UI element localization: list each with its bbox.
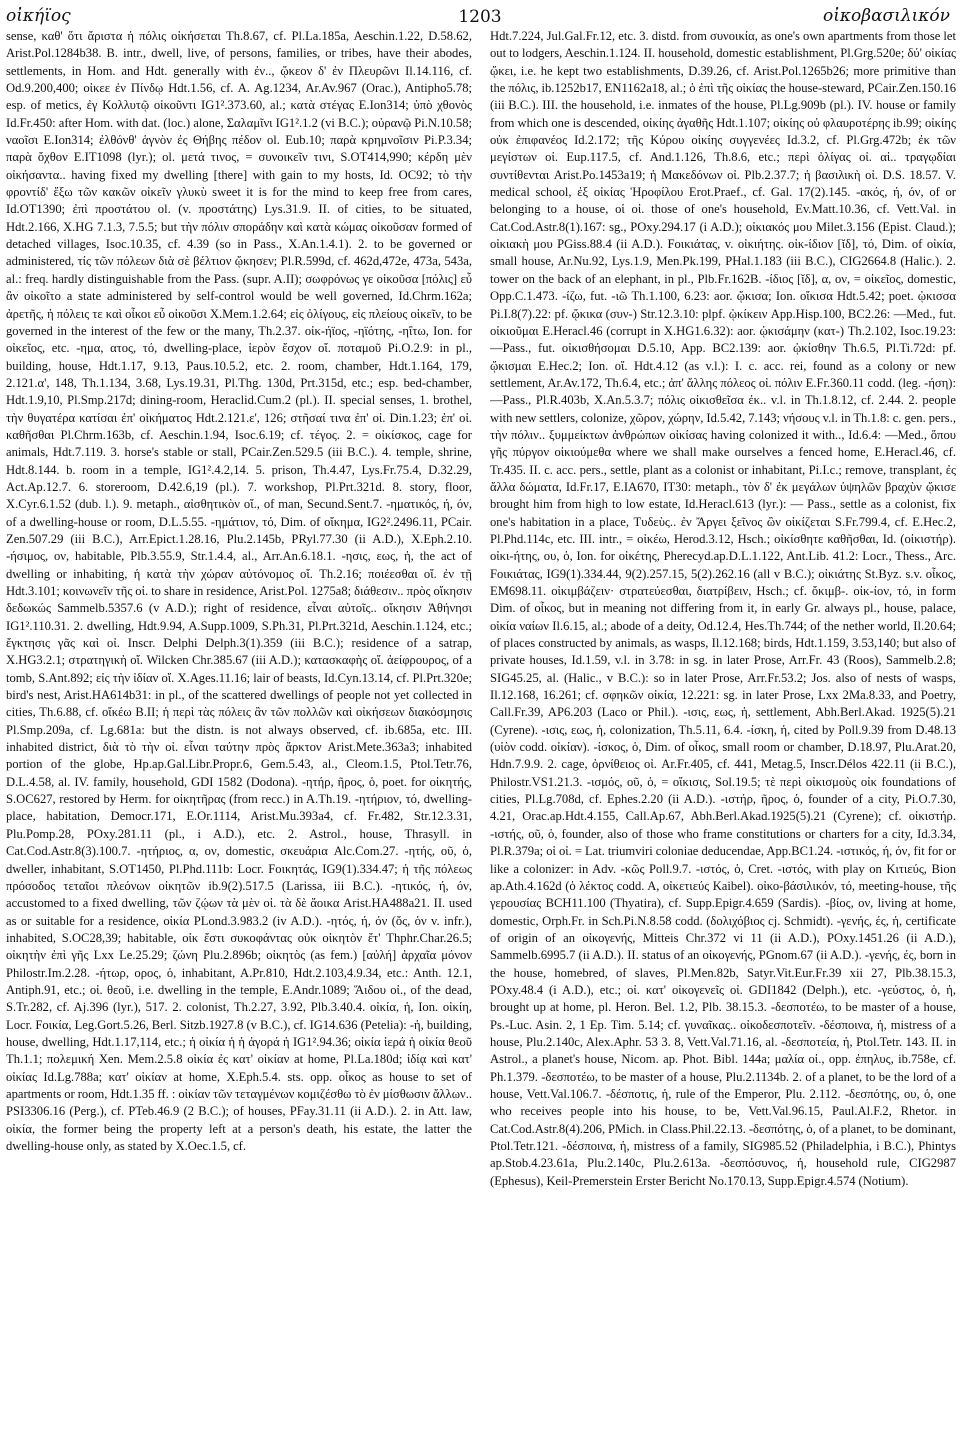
page-number: 1203	[458, 7, 502, 27]
left-column	[6, 28, 472, 1452]
left-running-head: οἰκήϊος	[6, 6, 71, 26]
text-columns	[6, 28, 954, 1452]
right-running-head: οἰκοβασιλικόν	[822, 6, 950, 26]
right-column	[490, 28, 956, 1452]
right-column-text: Hdt.7.224, Jul.Gal.Fr.12, etc. 3. distd. from συνοικία, as one's own apartments from those let out to lodgers, Aeschin.1.124. II. household, domestic establishment, Pl.Grg.520e; δύ' οἰκίας ᾤκει, i.e. he kept two establishments, D.39.26, cf. Arist.Pol.1265b26; more primitive than the πόλις, ib.1252b17, EN1162a18, al.; ὁ ἐπὶ τῆς οἰκίας the house-steward, PCair.Zen.150.16 (iii B.C.). III. the household, i.e. inmates of the house, Pl.Lg.909b (pl.). IV. house or family from which one is descended, οἰκίης ἀγαθῆς Hdt.1.107; οἰκίης οὐ φλαυροτέρης ib.99; οἰκίης οὐκ ἐπιφανέος Id.2.172; τῆς Κύρου οἰκίης συγγενέες Id.3.2, cf. Pl.Grg.472b; ἐκ τῶν μεγίστων οἰ. Eup.117.5, cf. And.1.126, Th.8.6, etc.; περὶ ὀλίγας οἰ. αἱ.. τραγῳδίαι συντίθενται Arist.Po.1453a19; ἡ Μακεδόνων οἰ. Plb.2.37.7; ἡ βασιλικὴ οἰ. D.S. 18.57. V. medical school, ἐξ οἰκίας Ἡροφίλου Erot.Praef., cf. Gal. 17(2).145. -ακός, ή, όν, of or belonging to a house, οἱ οἰ. those of one's household, Ev.Matt.10.36, cf. Vett.Val. in Cat.Cod.Astr.8(1).167: sg., POxy.294.17 (i A.D.); οἰκιακός μου Milet.3.156 (Epist. Claud.); οἰκιακὴ μου PGiss.88.4 (ii A.D.). Foικιάτας, v. οἰκιήτης. οἰκ-ίδιον [ῐδ], τό, Dim. of οἰκία, small house, Ar.Nu.92, Lys.1.9, Men.Pk.199, PHal.1.183 (iii B.C.), CIG2664.8 (Halic.). 2. tower on the back of an elephant, in pl., Plb.Fr.162B. -ίδιος [ῐδ], α, ον, = οἰκεῖος, domestic, Opp.C.1.473. -ίζω, fut. -ιῶ Th.1.100, 6.23: aor. ᾤκισα; Ion. οἴκισα Hdt.5.42; poet. ᾠκισσα Pi.I.8(7).22: pf. ᾤκικα (συν-) Str.12.3.10: plpf. ᾠκίκειν App.Hisp.100, BC2.26: —Med., fut. οἰκιοῦμαι E.Heracl.46 (corrupt in X.HG1.6.32): aor. ᾠκισάμην (κατ-) Th.2.102, Isoc.19.23: —Pass., fut. οἰκισθήσομαι D.5.10, App. BC2.139: aor. ᾠκίσθην Th.6.5, Pl.Ti.72d: pf. ᾤκισμαι E.Hec.2; Ion. οἴ. Hdt.4.12 (as v.l.): I. c. acc. rei, found as a colony or new settlement, Ar.Av.172, Th.6.4, etc.; ἀπ' ἄλλης πόλεος οἰ. πόλιν E.Fr.360.11 codd. (leg. -ήση): —Pass., Pl.R.403b, X.An.5.3.7; πόλις οἰκισθεῖσα ἐκ.. v.l. in Th.1.8.12, cf. 2.44. 2. people with new settlers, colonize, χῶρον, χώρην, Id.5.42, 7.143; νήσους v.l. in Th.1.8: c. gen. pers., τὴν πόλιν.. ξυμμείκτων ἀνθρώπων οἰκίσας having colonized it with.., Id.6.4: —Med., ὅπου γῆς πύργον οἰκιούμεθα where we shall make ourselves a fenced home, E.Heracl.46, cf. Tr.435. II. c. acc. pers., settle, plant as a colonist or inhabitant, Pi.I.c.; remove, transplant, ἐς ἄλλα δώματα, Id.Fr.17, E.IA670, IT30: metaph., τὸν δ' ἐκ μεγάλων ὑψηλῶν βραχὺν ᾤκισε brought him from high to low estate, Id.Heracl.613 (lyr.): — Pass., settle as a colonist, fix one's habitation in a place, Τυδεὺς.. ἐν Ἄργει ξεῖνος ὢν οἰκίζεται S.Fr.799.4, cf. E.Hec.2, Pl.Phd.114c, etc. III. intr., = οἰκέω, Herod.3.12, Hsch.; οἰκίσθητε καθῆσθαι, Id. (οἰκιστήρ). οἰκι-ήτης, ου, ὁ, Ion. for οἰκέτης, Pherecyd.ap.D.L.1.122, Ant.Lib. 41.2: Locr., Thess., Arc. Foικιάτας, IG9(1).334.44, 9(2).257.15, 5(2).262.16 (all v B.C.); οἰκιάτης St.Byz. s.v. οἶκος, EM698.11. οἰκιμβάζειν· στρατεύεσθαι, διατρίβειν, Hsch.; cf. ὄκιμβ-. οἰκ-ίον, τό, in form Dim. of οἶκος, but in meaning not differing from it, in early Gr. always pl., house, palace, οἰκία ναίων Il.6.15, al.; abode of a deity, Od.12.4, Hes.Th.744; of the nether world, Il.20.64; of places constructed by animals, as wasps, Il.12.168; birds, Hdt.1.159, 3.53,140; but also of private houses, Id.1.59, v.l. in 3.78: in sg. in later Prose, Arr.Fr. 43 (Roos), Sammelb.2.8; SIG45.25, al. (Halic., v B.C.): so in later Prose, Arr.Fr.53.2; Jos. also of nests of wasps, Il.12.168, 16.261; cf. σφηκῶν οἰκία, 12.221: sg. in later Prose, Lxx 2Ma.8.33, and Poetry, Call.Fr.39, AP6.203 (Laco or Phil.). -ισις, εως, ἡ, settlement, Abh.Berl.Akad. 1925(5).21 (Cyrene). -ισις, εως, ἡ, colonization, Th.5.11, 6.4. -ίσκη, ἡ, cited by Poll.9.39 from D.48.13 (υἱὸν codd. οἰκίαν). -ίσκος, ὁ, Dim. of οἶκος, small room or chamber, D.18.97, Plu.Arat.20, Hdn.7.9.9. 2. cage, ὀρνίθειος οἰ. Ar.Fr.405, cf. 441, Metag.5, Inscr.Délos 422.11 (ii B.C.), Philostr.VS1.21.3. -ισμός, οῦ, ὁ, = οἴκισις, Sol.19.5; τὲ περὶ οἰκισμοὺς οἰκ foundations of cities, Pl.Lg.708d, cf. Ephes.2.20 (ii A.D.). -ιστήρ, ῆρος, ὁ, founder of a city, Pi.O.7.30, 4.21, Orac.ap.Hdt.4.155, Call.Ap.67, Abh.Berl.Akad.1925(5).21 (Cyrene); cf. οἰκιστήρ. -ιστής, οῦ, ὁ, founder, also of those who frame constitutions or charters for a city, Id.3.34, Pl.R.379a; οἱ οἰ. = Lat. triumviri coloniae deducendae, App.BC1.24. -ιστικός, ή, όν, fit for or like a colonizer: in Adv. -κῶς Poll.9.7. -ιστός, ὁ, Cret. -ιστός, with play on Κιτιεύς, Bion ap.Ath.4.162d (ὁ λέκτος codd. A, οἰκετιεύς Kaibel). οἰκο-βάσιλικόν, τό, meeting-house, τῆς γερουσίας BCH11.100 (Thyatira), cf. Supp.Epigr.4.659 (Sardis). -βίος, ον, living at home, domestic, Orph.Fr. in Sch.Pi.N.8.58 codd. (δολιχόβιος cj. Schmidt). -γενής, ές, ἡ, certificate of origin of an οἰκογενής, Mitteis Chr.372 vi 11 (ii A.D.), POxy.1451.26 (ii A.D.), Sammelb.6995.7 (ii A.D.). II. status of an οἰκογενής, PGnom.67 (ii A.D.). -γενής, ές, born in the house, homebred, of slaves, Pl.Men.82b, Satyr.Vit.Eur.Fr.39 xii 27, Plb.38.15.3, POxy.48.4 (i A.D.), etc.; οἰ. κατ' οἰκογενεῖς οἰ. GDI1842 (Delph.), etc. -γεύστος, ὁ, ἡ, brought up at home, pl. Heron. Bel. 1.2, Plb. 38.15.3. -δεσποτέω, to be master of a house, Ps.-Luc. Asin. 2, 1 Ep. Tim. 5.14; cf. γυναῖκας.. οἰκοδεσποτεῖν. -δέσποινα, ἡ, mistress of a house, Plu.2.140c, Alex.Aphr. 53 3. 8, Vett.Val.71.16, al. -δεσποτεία, ἡ, Ptol.Tetr. 143. II. in Astrol., a planet's house, Nicom. ap. Phot. Bibl. 144a; μαλία οἰ., opp. ἐπηλυς, ib.758e, cf. Ph.1.379. -δεσποτέω, to be master of a house, Plu.2.1134b. 2. of a planet, to be the lord of a house, Vett.Val.106.7. -δέσποτις, ἡ, rule of the Emperor, Plu. 2.112. -δεσπότης, ου, ὁ, one who receives people into his house, to be, Vett.Val.96.15, Paul.Al.F.2, Rhetor. in Cat.Cod.Astr.8(4).206, PMich. in Class.Phil.22.13. -δεσπότης, ὁ, of a planet, to be dominant, Ptol.Tetr.121. -δέσποινα, ἡ, mistress of a family, SIG985.52 (Philadelphia, i B.C.), Phintys ap.Stob.4.23.61a, Plu.2.140c, Plu.2.613a. -δεσπόσυνος, ἡ, household rule, CIG2987 (Ephesus), Keil-Premerstein Erster Bericht No.170.13, Supp.Epigr.4.574 (Notium).	[490, 29, 956, 1188]
left-column-text: sense, καθ' ὅτι ἄριστα ἡ πόλις οἰκήσεται Th.8.67, cf. Pl.La.185a, Aeschin.1.22, D.58.62, Arist.Pol.1284b38. B. intr., dwell, live, of persons, families, or tribes, have their abodes, settlements, in Hom. and Hdt. generally with ἐν.., ᾤκεον δ' ἐν Πλευρῶνι Il.14.116, cf. Od.9.200,400; οἰκεε ἐν Πίνδῳ Hdt.1.56, cf. A. Ag.1234, Ar.Av.967 (Orac.), Antipho5.78; esp. of metics, ἐγ Κολλυτῷ οἰκοῦντι IG1².373.60, al.; κατὰ στέγας E.Ion314; ὑπὸ χθονὸς Id.Fr.450: after Hom. with dat. (loc.) alone, Σαλαμῖνι IG1².1.2 (vi B.C.); οὐρανῷ Pi.N.10.58; ναοῖσι E.Ion314; ἐλθόνθ' ἁγνὸν ἐς Θήβης πέδον ol. Eub.10; παρὰ κρημνοῖσιν Pi.P.3.34; παρὰ ὄχθον E.IT1098 (lyr.); ol. μετά τινος, = συνοικεῖν τινι, S.OT414,990; κέρδη μὲν οἰκήσαντα.. having fixed my dwelling [there] with gain to my hosts, Id. OC92; τὸ τὴν φροντίδ' ἔξω τῶν κακῶν οἰκεῖν γλυκὺ sweet it is for the mind to keep free from cares, Id.OT1390; ἐπὶ προστάτου ol. (v. προστάτης) Lys.31.9. II. of cities, to be situated, Hdt.2.166, X.HG 7.1.3, 7.5.5; but τὴν πόλιν σποράδην καὶ κατὰ κώμας οἰκοῦσαν formed of detached villages, Isoc.10.35, cf. 4.39 (so in Pass., X.An.1.4.1). 2. to be governed or administered, τίς τῶν πόλεων διὰ σὲ βέλτιον ᾤκησεν; Pl.R.599d, cf. 462d,472e, 473a, 543a, al.: freq. hardly distinguishable from the Pass. (supr. A.II); σωφρόνως γε οἰκοῦσα [πόλις] εὖ ἂν οἰκοῖτο a state administered by self-control would be well governed, Id.Chrm.162a; ἀρετῆς, ἡ πόλεις τε καὶ οἶκοι εὖ οἰκοῦσι X.Mem.1.2.64; εἰς ὀλίγους, εἰς πλείους οἰκεῖν, to be governed in the interest of the few or the many, Th.2.37. οἰκ-ήϊος, -ηϊότης, -ηΐτω, Ion. for οἰκεῖος, etc. -ημα, ατος, τό, dwelling-place, ἱερὸν ἔσχον οἴ. ποταμοῦ Pi.O.2.9: in pl., building, house, Hdt.1.17, 9.13, Paus.10.5.2, etc. 2. room, chamber, Hdt.1.164, 179, 2.121.α', 148, Th.1.134, 3.68, Lys.19.31, Pl.Thg. 130d, Prt.315d, etc.; esp. bed-chamber, Hdt.1.9,10, Pl.Smp.217d; dining-room, Heraclid.Cum.2 (pl.). II. special senses, 1. brothel, τὴν θυγατέρα κατίσαι ἐπ' οἰκήματος Hdt.2.121.ε', 126; στῆσαί τινα ἐπ' οἰ. Din.1.23; ἐπ' οἰ. καθῆσθαι Pl.Chrm.163b, cf. Aeschin.1.94, Isoc.6.19; cf. τέγος. 2. = οἰκίσκος, cage for animals, Hdt.7.119. 3. horse's stable or stall, PCair.Zen.529.5 (iii B.C.). 4. temple, shrine, Hdt.8.144. b. room in a temple, IG1².4.2,14. 5. prison, Th.4.47, Lys.Fr.75.4, D.32.29, Act.Ap.12.7. 6. storeroom, D.42.6,19 (pl.). 7. workshop, Pl.Prt.321d. 8. story, floor, X.Cyr.6.1.52 (dub. l.). 9. metaph., αἰσθητικὸν οἴ., of man, Secund.Sent.7. -ηματικός, ή, όν, of a dwelling-house or room, D.L.5.55. -ημάτιον, τό, Dim. of οἴκημα, IG2².2496.11, PCair. Zen.507.29 (iii B.C.), Arr.Epict.1.28.16, Plu.2.145b, PRyl.77.30 (ii A.D.), X.Eph.2.10. -ήσιμος, ον, habitable, Plb.3.55.9, Str.1.4.4, al., Arr.An.6.18.1. -ησις, εως, ἡ, the act of dwelling or inhabiting, ἡ κατὰ τὴν χώραν αὐτόνομος οἴ. Th.2.16; ποιέεσθαι οἴ. ἐν τῇ Hdt.3.101; κοινωνεῖν τῆς οἰ. to share in residence, Arist.Pol. 1275a8; διάθεσιν.. πρὸς οἴκησιν δεδωκώς Sammelb.5357.6 (v A.D.); right of residence, εἶναι αὐτοῖς.. οἴκησιν Ἀθήνησι IG1².110.31. 2. dwelling, Hdt.9.94, A.Supp.1009, S.Ph.31, Pl.Prt.321d, Aeschin.1.124, etc.; ἔγκτησις γᾶς καὶ οἰ. Inscr. Delphi Delph.3(1).359 (iii B.C.); residence of a satrap, X.HG3.2.1; στρατηγικὴ οἴ. Wilcken Chr.385.67 (iii A.D.); κατασκαφὴς οἴ. ἀείφρουρος, of a tomb, S.Ant.892; εἰς τὴν ἰδίαν οἴ. X.Ages.11.16; lair of beasts, Id.Cyn.13.14, cf. Pl.Prt.320e; bird's nest, Arist.HA614b31: in pl., of the scattered dwellings of people not yet collected in cities, Th.6.88, cf. οἴκέω B.II; ἡ περὶ τὰς πόλεις ἂν τῶν πολλῶν καὶ οἰκήσεων διακόσμησις Pl.Smp.209a, cf. Lg.681a: but the distn. is not always observed, cf. ib.685a, etc. III. inhabited district, διὰ τὸ τὴν οἰ. εἶναι ταύτην πρὸς ἄρκτον Arist.Mete.363a3; inhabited portion of the globe, Hp.ap.Gal.Libr.Propr.6, Gem.5.43, al., Cleom.1.5, Ptol.Tetr.76, D.L.4.58, al. IV. family, household, GDI 1582 (Dodona). -ητήρ, ῆρος, ὁ, poet. for οἰκητής, S.OC627, restored by Herm. for οἰκητῆρας (from recc.) in A.Th.19. -ητήριον, τό, dwelling-place, habitation, Democr.171, E.Or.1114, Arist.Mu.393a4, cf. Fr.482, Str.12.3.31, Plu.Pomp.28, POxy.281.11 (pl., i A.D.), etc. 2. Astrol., house, Thrasyll. in Cat.Cod.Astr.8(3).100.7. -ητήριος, α, ον, domestic, σκευάρια Alc.Com.27. -ητής, οῦ, ὁ, dweller, inhabitant, S.OT1450, Pl.Phd.111b: Locr. Foικητάς, IG9(1).334.47; ἡ τῆς πόλεως πρόσοδος τεταῖοι πλεόνων οἰκητῶν ib.9(2).517.5 (Larissa, iii B.C.). -ητικός, ή, όν, accustomed to a fixed dwelling, τῶν ζῴων τὰ μὲν οἰ. τὰ δὲ ἄοικα Arist.HA488a21. II. used as or suitable for a residence, οἰκία PLond.3.983.2 (iv A.D.). -ητός, ή, όν (ὄς, ὁν v. infr.), inhabited, S.OC28,39; habitable, οἰκ ἔστι συκοφάντας οὐκ οἰκητὸν ἔτ' Thphr.Char.26.5; οἰκητὴν ἐπὶ γῆς Lxx Le.25.29; ζώνη Plu.2.896b; οἰκητὸς (as fem.) [αὐλή] ἀρχαῖα μόνον Philostr.Im.2.28. -ήτωρ, ορος, ὁ, inhabitant, A.Pr.810, Hdt.2.103,4.9.34, etc.: Anth. 12.1, Antiph.91, etc.; οἰ. θεοῦ, i.e. dwelling in the temple, E.Andr.1089; Ἅιδου οἰ., of the dead, S.Tr.282, cf. Aj.396 (lyr.), 517. 2. colonist, Th.2.27, 3.92, Plb.3.40.4. οἰκία, ἡ, Ion. οἰκίη, Locr. Foικία, Leg.Gort.5.26, Berl. Sitzb.1927.8 (v B.C.), cf. IG14.636 (Petelia): -ἡ, building, house, dwelling, Hdt.1.17,114, etc.; ἡ οἰκία ἡ ἡ ἀγορά ἡ IG1².94.36; οἰκία ἱερά ἡ οἰκία θεοῦ Th.1.1; πολεμική Xen. Mem.2.5.8 οἰκία ἐς κατ' οἰκίαν at home, Pl.La.180d; ἰδίᾳ καὶ κατ' οἰκίας Id.Lg.788a; κατ' οἰκίαν at home, X.Eph.5.4. sts. opp. οἶκος as house to set of apartments or room, Hdt.1.35 ff. : οἰκίαν τῶν τεταγμένων κομιζέσθω τὸ ἐν μίσθωσιν ἄλλων.. PSI3306.16 (Perg.), cf. PTeb.46.9 (2 B.C.); of houses, PFay.31.11 (ii A.D.). 2. in Att. law, οἰκία, the former being the property left at a person's death, his estate, the latter the dwelling-house only, as stated by X.Oec.1.5, cf.	[6, 29, 472, 1153]
page-header	[6, 6, 954, 26]
